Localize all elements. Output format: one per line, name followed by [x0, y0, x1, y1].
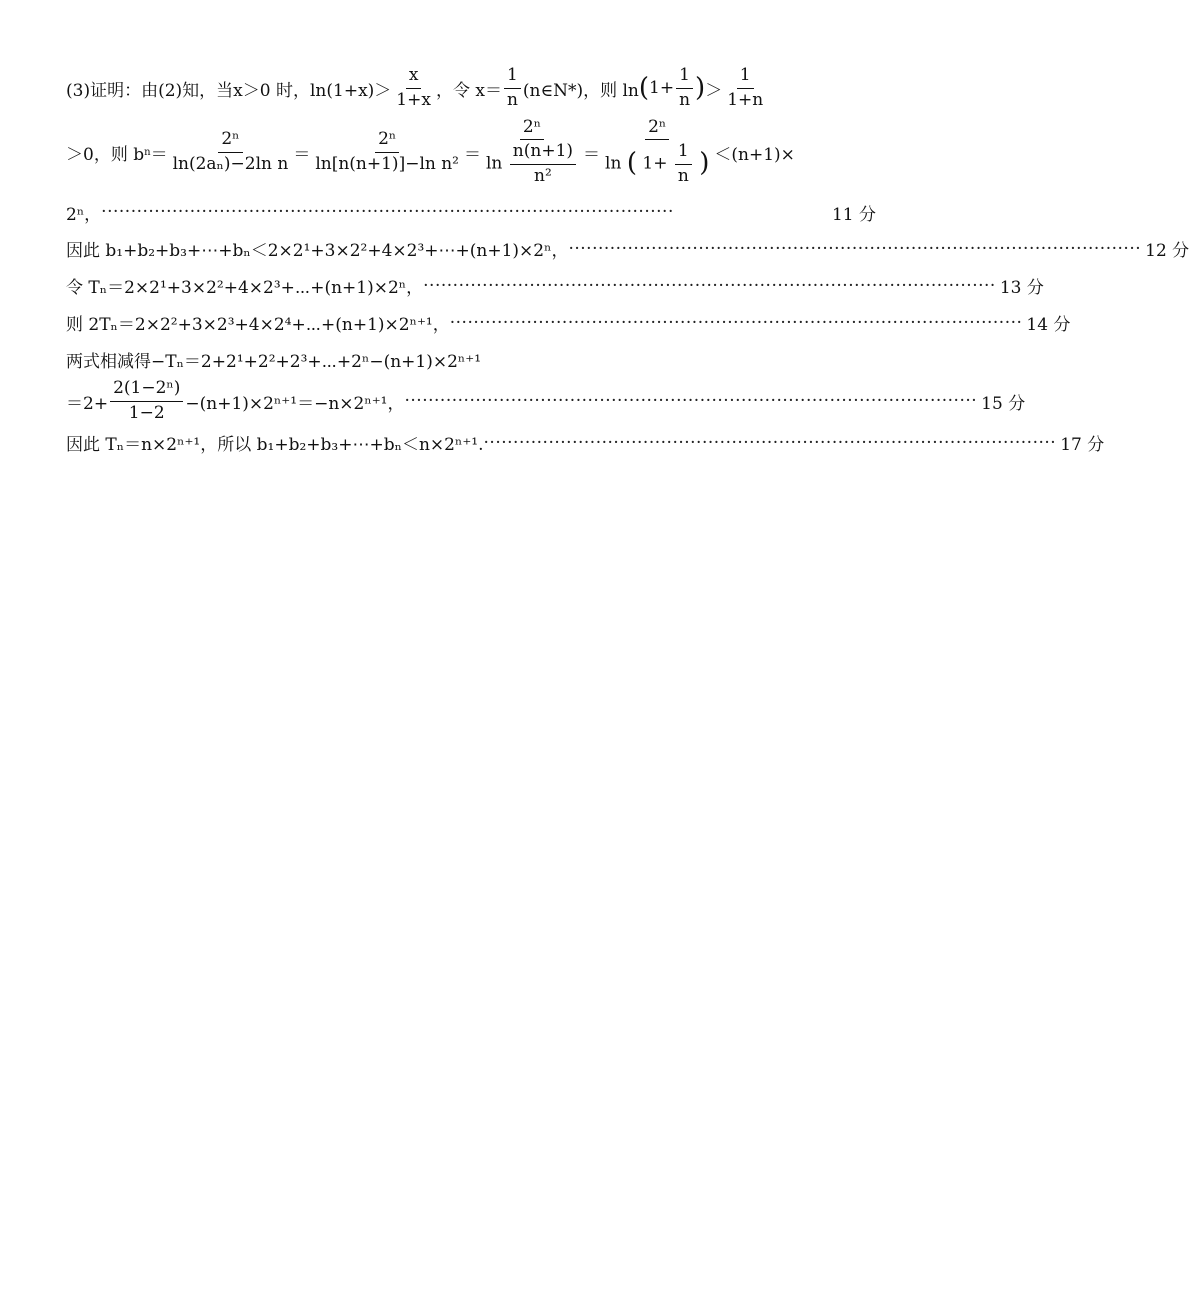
line-text: 两式相减得−Tₙ＝2+2¹+2²+2³+⋯+2ⁿ−(n+1)×2ⁿ⁺¹: [66, 352, 482, 372]
one-plus-text: 1+: [649, 78, 675, 98]
fraction-numerator: 2ⁿ: [645, 118, 669, 141]
score-label: 11 分: [831, 204, 876, 225]
domain-text: (n∈N*)，则 ln: [522, 80, 639, 101]
fraction-denominator: [483, 140, 581, 186]
dot-leader: ·································································································: [101, 202, 674, 222]
fraction-numerator: 2(1−2ⁿ): [110, 379, 183, 402]
bn-fraction-3: [483, 118, 581, 187]
bound-tail-text: ＜(n+1)×: [714, 144, 795, 165]
score-line-14: [66, 304, 1071, 341]
log-inequality-text: ln(1+x)＞: [309, 80, 392, 101]
greater-than-sign: ＞: [705, 80, 723, 101]
fraction-denominator: ln(2aₙ)−2ln n: [172, 153, 289, 174]
score-line-17: [66, 424, 1105, 461]
left-paren: (: [638, 73, 650, 103]
dot-leader: ·································································································: [404, 391, 978, 411]
score-label: 15 分: [981, 393, 1026, 414]
fraction-denominator: n: [506, 89, 518, 110]
dot-leader: ·································································································: [568, 238, 1142, 259]
bn-start-text: ＞0，则 b: [66, 144, 145, 165]
subtraction-line: [66, 341, 876, 378]
dot-leader: ·································································································: [423, 275, 996, 296]
fraction-numerator: 1: [504, 66, 521, 89]
fraction-denominator: n: [677, 165, 689, 186]
line-text: 因此 Tₙ＝n×2ⁿ⁺¹，所以 b₁+b₂+b₃+⋯+bₙ＜n×2ⁿ⁺¹.: [66, 435, 484, 455]
bn-subscript: n: [144, 146, 151, 158]
score-line-13: [66, 267, 1044, 304]
condition-text: x＞0 时，: [233, 80, 310, 101]
line-start-text: ＝2+: [66, 393, 109, 414]
score-label: 17 分: [1060, 435, 1105, 455]
fraction-1-over-1-plus-n: [724, 66, 766, 110]
fraction-denominator: n: [679, 89, 691, 110]
equals-sign: ＝: [150, 144, 168, 165]
line-text: 因此 b₁+b₂+b₃+⋯+bₙ＜2×2¹+3×2²+4×2³+⋯+(n+1)×2ⁿ，: [66, 241, 569, 261]
fraction-numerator: 2ⁿ: [218, 130, 242, 153]
score-label: 14 分: [1026, 315, 1071, 335]
equals-sign: ＝: [583, 144, 601, 165]
line-text: 令 Tₙ＝2×2¹+3×2²+4×2³+⋯+(n+1)×2ⁿ，: [66, 278, 424, 298]
fraction-denominator: [602, 140, 712, 186]
fraction-denominator: 1−2: [128, 402, 165, 423]
right-paren: ): [695, 73, 706, 103]
score-line-12: [66, 230, 1189, 267]
fraction-numerator: 1: [737, 66, 754, 89]
inner-fraction: [675, 142, 692, 186]
bn-fraction-4: [602, 118, 712, 187]
solution-page: [66, 64, 1189, 461]
dot-leader: ·································································································: [449, 312, 1023, 333]
left-paren: (: [626, 148, 637, 179]
fraction-denominator: 1+n: [727, 89, 764, 110]
fraction-numerator: n(n+1): [510, 142, 576, 165]
fraction-denominator: ln[n(n+1)]−ln n²: [315, 153, 459, 174]
one-plus-text: 1+: [642, 153, 668, 174]
equals-sign: ＝: [464, 144, 481, 165]
bn-derivation-line: [66, 116, 876, 188]
score-label: 12 分: [1145, 241, 1189, 261]
fraction-denominator: n²: [534, 165, 552, 186]
ln-text: ln: [605, 153, 622, 174]
equals-sign: ＝: [293, 144, 311, 165]
fraction-1-over-n: [504, 66, 521, 110]
inner-fraction: [510, 142, 576, 186]
geometric-sum-fraction: [110, 379, 183, 423]
bn-fraction-2: [312, 130, 462, 174]
line-text: 则 2Tₙ＝2×2²+3×2³+4×2⁴+⋯+(n+1)×2ⁿ⁺¹，: [66, 315, 450, 335]
fraction-x-over-1-plus-x: [393, 66, 434, 110]
fraction-numerator: 2ⁿ: [520, 118, 544, 141]
bn-fraction-1: [170, 130, 292, 174]
fraction-numerator: x: [406, 66, 422, 89]
fraction-1-over-n-inner: [676, 66, 693, 110]
substitution-text: ，令 x＝: [435, 80, 502, 101]
fraction-numerator: 1: [675, 142, 692, 165]
ln-text: ln: [486, 153, 503, 174]
dot-leader: ·································································································: [483, 432, 1057, 453]
line-text: 2ⁿ，: [66, 204, 102, 225]
fraction-numerator: 2ⁿ: [375, 130, 399, 153]
fraction-denominator: 1+x: [396, 89, 431, 110]
right-paren: ): [699, 148, 710, 179]
fraction-numerator: 1: [676, 66, 693, 89]
score-label: 13 分: [999, 278, 1044, 298]
score-line-15: [66, 377, 1026, 424]
proof-intro-text: (3)证明：由(2)知，当: [66, 80, 234, 101]
proof-intro-line: [66, 66, 876, 110]
line-rest-text: −(n+1)×2ⁿ⁺¹＝−n×2ⁿ⁺¹，: [185, 393, 405, 414]
score-line-11: [66, 194, 876, 230]
